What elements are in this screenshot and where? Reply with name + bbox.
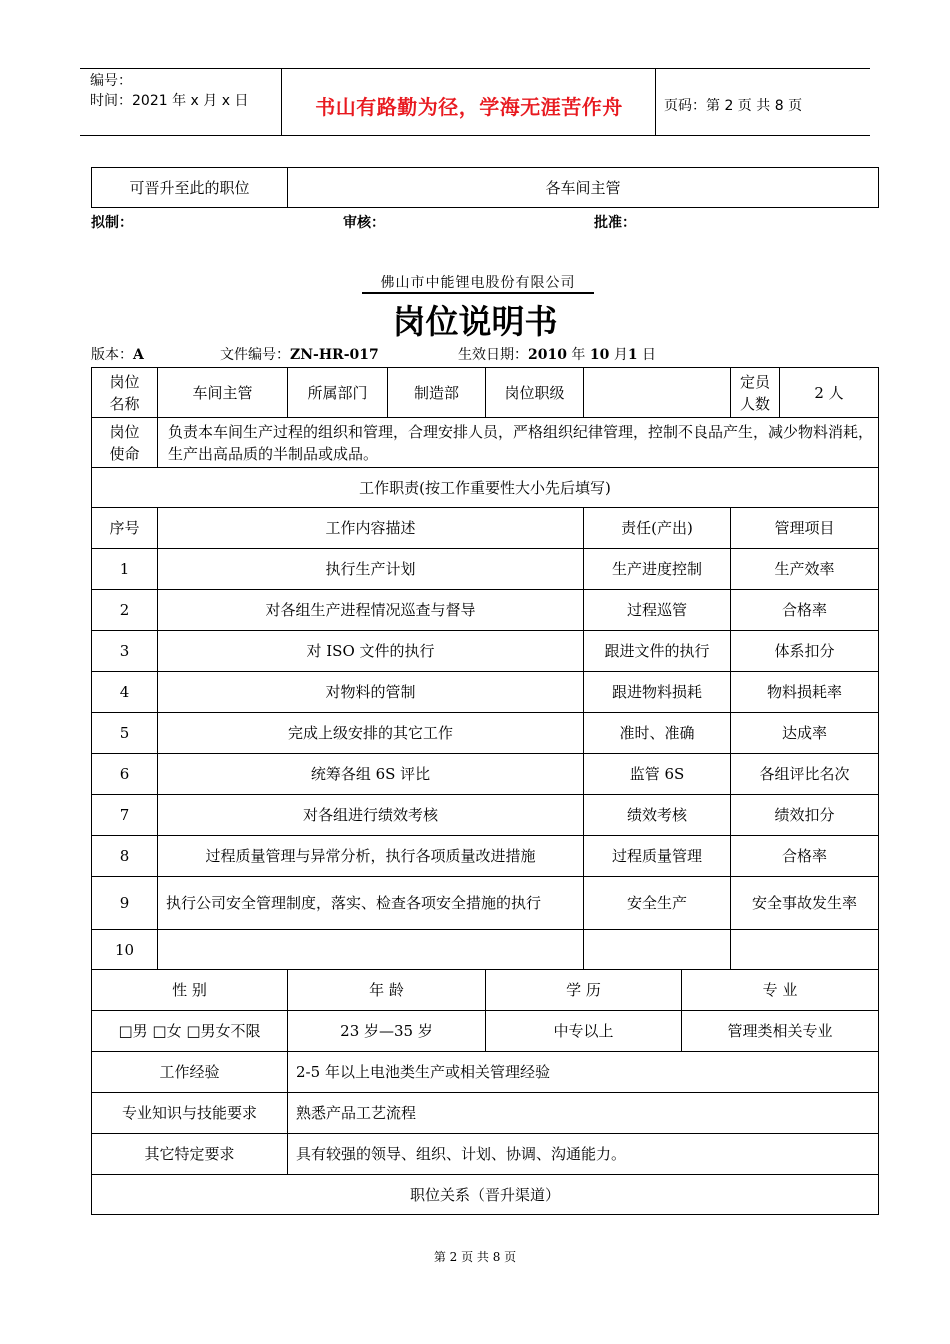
table-row (92, 672, 879, 713)
table-row (92, 877, 879, 930)
row-description: 统筹各组 6S 评比 (158, 754, 584, 795)
other-value: 具有较强的领导、组织、计划、协调、沟通能力。 (288, 1134, 879, 1175)
row-description: 对各组生产进程情况巡查与督导 (158, 590, 584, 631)
row-management: 合格率 (731, 590, 879, 631)
table-row (92, 713, 879, 754)
grade-value (584, 368, 731, 418)
time-label: 时间：2021 年 x 月 x 日 (90, 93, 249, 109)
row-management: 绩效扣分 (731, 795, 879, 836)
row-management: 各组评比名次 (731, 754, 879, 795)
promotion-table (91, 167, 879, 208)
year-unit: 年 (571, 347, 586, 363)
row-responsibility: 生产进度控制 (584, 549, 731, 590)
approved-label: 批准： (594, 215, 636, 231)
reviewed-label: 审核： (343, 215, 385, 231)
promotion-label: 可晋升至此的职位 (92, 168, 288, 208)
duties-section-title: 工作职责(按工作重要性大小先后填写) (92, 468, 879, 508)
table-row (92, 590, 879, 631)
version-label: 版本： (91, 347, 133, 363)
row-index: 5 (92, 713, 158, 754)
row-responsibility: 过程巡管 (584, 590, 731, 631)
major-header: 专 业 (682, 970, 879, 1011)
effective-month: 10 (589, 347, 610, 363)
other-row (92, 1134, 879, 1175)
row-management: 合格率 (731, 836, 879, 877)
experience-label: 工作经验 (92, 1052, 288, 1093)
row-index: 9 (92, 877, 158, 930)
relation-title: 职位关系（晋升渠道） (92, 1175, 879, 1215)
row-management: 达成率 (731, 713, 879, 754)
table-row (92, 930, 879, 970)
file-no-value: ZN-HR-017 (290, 347, 379, 363)
other-label: 其它特定要求 (92, 1134, 288, 1175)
dept-label: 所属部门 (288, 368, 388, 418)
row-responsibility: 监管 6S (584, 754, 731, 795)
mission-label: 岗位使命 (92, 418, 158, 468)
job-description-table (91, 367, 879, 1215)
row-index: 4 (92, 672, 158, 713)
row-responsibility: 安全生产 (584, 877, 731, 930)
row-index: 8 (92, 836, 158, 877)
row-responsibility: 跟进文件的执行 (584, 631, 731, 672)
row-description: 对各组进行绩效考核 (158, 795, 584, 836)
company-name: 佛山市中能锂电股份有限公司 (380, 275, 576, 291)
skills-label: 专业知识与技能要求 (92, 1093, 288, 1134)
skills-value: 熟悉产品工艺流程 (288, 1093, 879, 1134)
row-description: 执行生产计划 (158, 549, 584, 590)
effective-label: 生效日期： (458, 347, 528, 363)
company-underline (362, 292, 594, 294)
duties-header-row (92, 508, 879, 549)
row-description (158, 930, 584, 970)
row-management: 体系扣分 (731, 631, 879, 672)
experience-row (92, 1052, 879, 1093)
row-index: 10 (92, 930, 158, 970)
requirements-row (92, 1011, 879, 1052)
major-value: 管理类相关专业 (682, 1011, 879, 1052)
age-value: 23 岁—35 岁 (288, 1011, 486, 1052)
grade-label: 岗位职级 (486, 368, 584, 418)
row-management: 物料损耗率 (731, 672, 879, 713)
file-number (220, 344, 379, 364)
header-divider-left (281, 68, 282, 136)
version-value: A (133, 347, 144, 363)
row-management (731, 930, 879, 970)
header-divider-right (655, 68, 656, 136)
day-unit: 日 (642, 347, 657, 363)
table-row (92, 549, 879, 590)
effective-year: 2010 (528, 347, 567, 363)
row-index: 2 (92, 590, 158, 631)
gender-header: 性 别 (92, 970, 288, 1011)
col-header-description: 工作内容描述 (158, 508, 584, 549)
doc-title: 岗位说明书 (392, 302, 558, 341)
col-header-responsibility: 责任(产出) (584, 508, 731, 549)
col-header-management: 管理项目 (731, 508, 879, 549)
gender-value: □男 □女 □男女不限 (92, 1011, 288, 1052)
age-header: 年 龄 (288, 970, 486, 1011)
row-responsibility: 过程质量管理 (584, 836, 731, 877)
experience-value: 2-5 年以上电池类生产或相关管理经验 (288, 1052, 879, 1093)
row-index: 7 (92, 795, 158, 836)
row-description: 过程质量管理与异常分析，执行各项质量改进措施 (158, 836, 584, 877)
education-value: 中专以上 (486, 1011, 682, 1052)
promotion-value: 各车间主管 (288, 168, 879, 208)
row-management: 生产效率 (731, 549, 879, 590)
post-name-label: 岗位名称 (92, 368, 158, 418)
post-name-value: 车间主管 (158, 368, 288, 418)
mission-text: 负责本车间生产过程的组织和管理，合理安排人员，严格组织纪律管理，控制不良品产生，减少物料消耗，生产出高品质的半制品或成品。 (158, 418, 879, 468)
row-management: 安全事故发生率 (731, 877, 879, 930)
number-label: 编号： (90, 73, 132, 89)
requirements-header-row (92, 970, 879, 1011)
table-row (92, 795, 879, 836)
dept-value: 制造部 (388, 368, 486, 418)
header-top-rule (80, 68, 870, 69)
row-index: 6 (92, 754, 158, 795)
table-row (92, 754, 879, 795)
row-index: 3 (92, 631, 158, 672)
month-unit: 月 (613, 347, 628, 363)
row-responsibility: 跟进物料损耗 (584, 672, 731, 713)
row-description: 对 ISO 文件的执行 (158, 631, 584, 672)
file-no-label: 文件编号： (220, 347, 290, 363)
skills-row (92, 1093, 879, 1134)
headcount-value: 2 人 (780, 368, 879, 418)
row-responsibility: 绩效考核 (584, 795, 731, 836)
version (91, 344, 144, 364)
row-description: 对物料的管制 (158, 672, 584, 713)
education-header: 学 历 (486, 970, 682, 1011)
row-description: 完成上级安排的其它工作 (158, 713, 584, 754)
motto: 书山有路勤为径，学海无涯苦作舟 (315, 94, 623, 119)
header-bottom-rule (80, 135, 870, 136)
page-footer: 第 2 页 共 8 页 (433, 1250, 517, 1264)
headcount-label: 定员人数 (731, 368, 780, 418)
table-row (92, 631, 879, 672)
row-responsibility: 准时、准确 (584, 713, 731, 754)
effective-date (458, 344, 656, 364)
row-index: 1 (92, 549, 158, 590)
row-responsibility (584, 930, 731, 970)
effective-day: 1 (627, 347, 638, 363)
page-info: 页码：第 2 页 共 8 页 (664, 98, 803, 114)
row-description: 执行公司安全管理制度，落实、检查各项安全措施的执行 (158, 877, 584, 930)
drafted-label: 拟制： (91, 215, 133, 231)
col-header-index: 序号 (92, 508, 158, 549)
table-row (92, 836, 879, 877)
